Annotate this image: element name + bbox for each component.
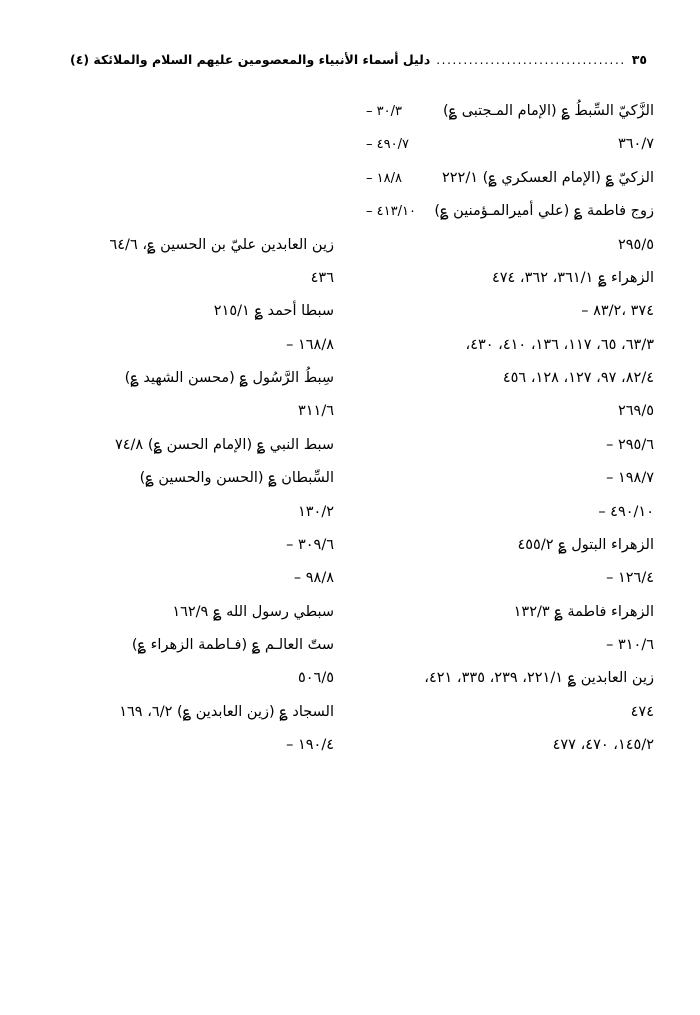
index-row <box>40 233 660 258</box>
index-column-left <box>40 433 350 458</box>
index-column-left <box>40 700 350 725</box>
entry-name: ١٩٠/٤ – <box>286 737 334 754</box>
entry-name: الزهراء البتول ؏ ٤٥٥/٢ <box>517 536 654 553</box>
index-column-right <box>350 399 660 424</box>
index-column-left <box>40 666 350 691</box>
entry-name: ٢٩٥/٥ <box>617 236 654 253</box>
index-column-right <box>350 433 660 458</box>
index-column-right <box>350 733 660 758</box>
entry-name: ٤٣٦ <box>310 269 334 286</box>
entry-pages: ٤١٣/١٠ – <box>366 204 416 220</box>
index-column-right <box>350 366 660 391</box>
index-row <box>40 366 660 391</box>
index-column-left <box>40 500 350 525</box>
entry-name: ٣٧٤ ،٨٣/٢ – <box>581 303 654 320</box>
entry-name: سبطي رسول الله ؏ ١٦٢/٩ <box>172 603 334 620</box>
index-column-left <box>40 299 350 324</box>
entry-name: الزَّكيّ السِّبطُ ؏ (الإمام المـجتبى ؏) <box>442 103 654 119</box>
index-column-right <box>350 333 660 358</box>
entry-name: ٣١٠/٦ – <box>606 637 654 653</box>
index-column-left <box>40 600 350 625</box>
entry-pages: ٣٠/٣ – <box>366 104 402 119</box>
index-row <box>40 266 660 291</box>
header-dot-leader: ................................... <box>436 53 626 67</box>
index-row <box>40 299 660 324</box>
index-row <box>40 433 660 458</box>
entry-name: ٤٧٤ <box>630 703 654 720</box>
header-title: دليل أسماء الأنبياء والمعصومين عليهم السلام والملائكة (٤) <box>70 52 431 67</box>
index-row <box>40 733 660 758</box>
entry-name: سِبطُ الرَّسُول ؏ (محسن الشهيد ؏) <box>124 370 334 386</box>
entry-name: ١٦٨/٨ – <box>286 336 334 353</box>
entry-name: الزهراء فاطمة ؏ ١٣٢/٣ <box>513 603 654 620</box>
entry-name: ٣٦٠/٧ <box>617 136 654 153</box>
index-column-left <box>40 366 350 391</box>
index-column-right <box>350 99 660 124</box>
index-column-left <box>40 533 350 558</box>
index-row <box>40 633 660 658</box>
index-row <box>40 99 660 124</box>
index-column-right <box>350 132 660 157</box>
index-row <box>40 466 660 491</box>
entry-pages: ١٨/٨ – <box>366 170 402 186</box>
entry-name: زين العابدين ؏ ٢٢١/١، ٢٣٩، ٣٣٥، ٤٢١، <box>424 670 654 687</box>
entry-name: ١٣٠/٢ <box>297 503 334 520</box>
index-row <box>40 500 660 525</box>
index-column-right <box>350 166 660 191</box>
index-column-left <box>40 466 350 491</box>
index-column-left <box>40 399 350 424</box>
index-row <box>40 132 660 157</box>
index-row <box>40 533 660 558</box>
index-row <box>40 333 660 358</box>
entry-name: سبطا أحمد ؏ ٢١٥/١ <box>213 303 334 320</box>
entry-name: ١٢٦/٤ – <box>606 570 654 587</box>
index-column-left <box>40 333 350 358</box>
index-column-right <box>350 700 660 725</box>
index-column-right <box>350 199 660 224</box>
entry-name: ١٤٥/٢، ٤٧٠، ٤٧٧ <box>552 737 654 754</box>
entry-name: ٣١١/٦ <box>297 403 334 420</box>
entry-name: الزهراء ؏ ٣٦١/١، ٣٦٢، ٤٧٤ <box>491 269 654 286</box>
index-column-left <box>40 633 350 658</box>
index-column-left <box>40 566 350 591</box>
entry-name: ٨٢/٤، ٩٧، ١٢٧، ١٢٨، ٤٥٦ <box>502 370 654 386</box>
index-row <box>40 666 660 691</box>
entry-name: الزكيّ ؏ (الإمام العسكري ؏) ٢٢٢/١ <box>441 169 654 186</box>
page-number: ٣٥ <box>631 52 648 67</box>
entry-name: ٩٨/٨ – <box>293 570 334 587</box>
entry-name: ٤٩٠/١٠ – <box>598 503 654 520</box>
index-column-right <box>350 299 660 324</box>
entry-name: السجاد ؏ (زين العابدين ؏) ٦/٢، ١٦٩ <box>119 703 334 720</box>
index-row <box>40 399 660 424</box>
index-column-right <box>350 500 660 525</box>
index-column-right <box>350 666 660 691</box>
entry-name: السِّبطان ؏ (الحسن والحسين ؏) <box>139 470 334 487</box>
entry-name: سبط النبي ؏ (الإمام الحسن ؏) ٧٤/٨ <box>114 436 334 453</box>
page-header <box>40 52 660 67</box>
index-column-right <box>350 533 660 558</box>
index-column-right <box>350 266 660 291</box>
entry-pages: ٤٩٠/٧ – <box>366 137 409 153</box>
entry-name: ٦٣/٣، ٦٥، ١١٧، ١٣٦، ٤١٠، ٤٣٠، <box>465 336 654 353</box>
index-entries <box>40 99 660 759</box>
index-row <box>40 700 660 725</box>
index-column-right <box>350 633 660 658</box>
index-column-right <box>350 233 660 258</box>
entry-name: ستّ العالـم ؏ (فـاطمة الزهراء ؏) <box>131 637 334 653</box>
entry-name: زوج فاطمة ؏ (علي أميرالمـؤمنين ؏) <box>434 203 654 220</box>
index-row <box>40 566 660 591</box>
index-column-right <box>350 466 660 491</box>
index-column-right <box>350 566 660 591</box>
index-column-left <box>40 266 350 291</box>
entry-name: ٥٠٦/٥ <box>297 670 334 687</box>
entry-name: ٣٠٩/٦ – <box>286 536 334 553</box>
index-row <box>40 600 660 625</box>
index-row <box>40 166 660 191</box>
index-column-left <box>40 733 350 758</box>
entry-name: ١٩٨/٧ – <box>606 470 654 487</box>
entry-name: زين العابدين عليّ بن الحسين ؏، ٦٤/٦ <box>109 236 334 253</box>
index-column-left <box>40 233 350 258</box>
index-row <box>40 199 660 224</box>
entry-name: ٢٩٥/٦ – <box>606 436 654 453</box>
entry-name: ٢٦٩/٥ <box>617 403 654 420</box>
index-column-right <box>350 600 660 625</box>
